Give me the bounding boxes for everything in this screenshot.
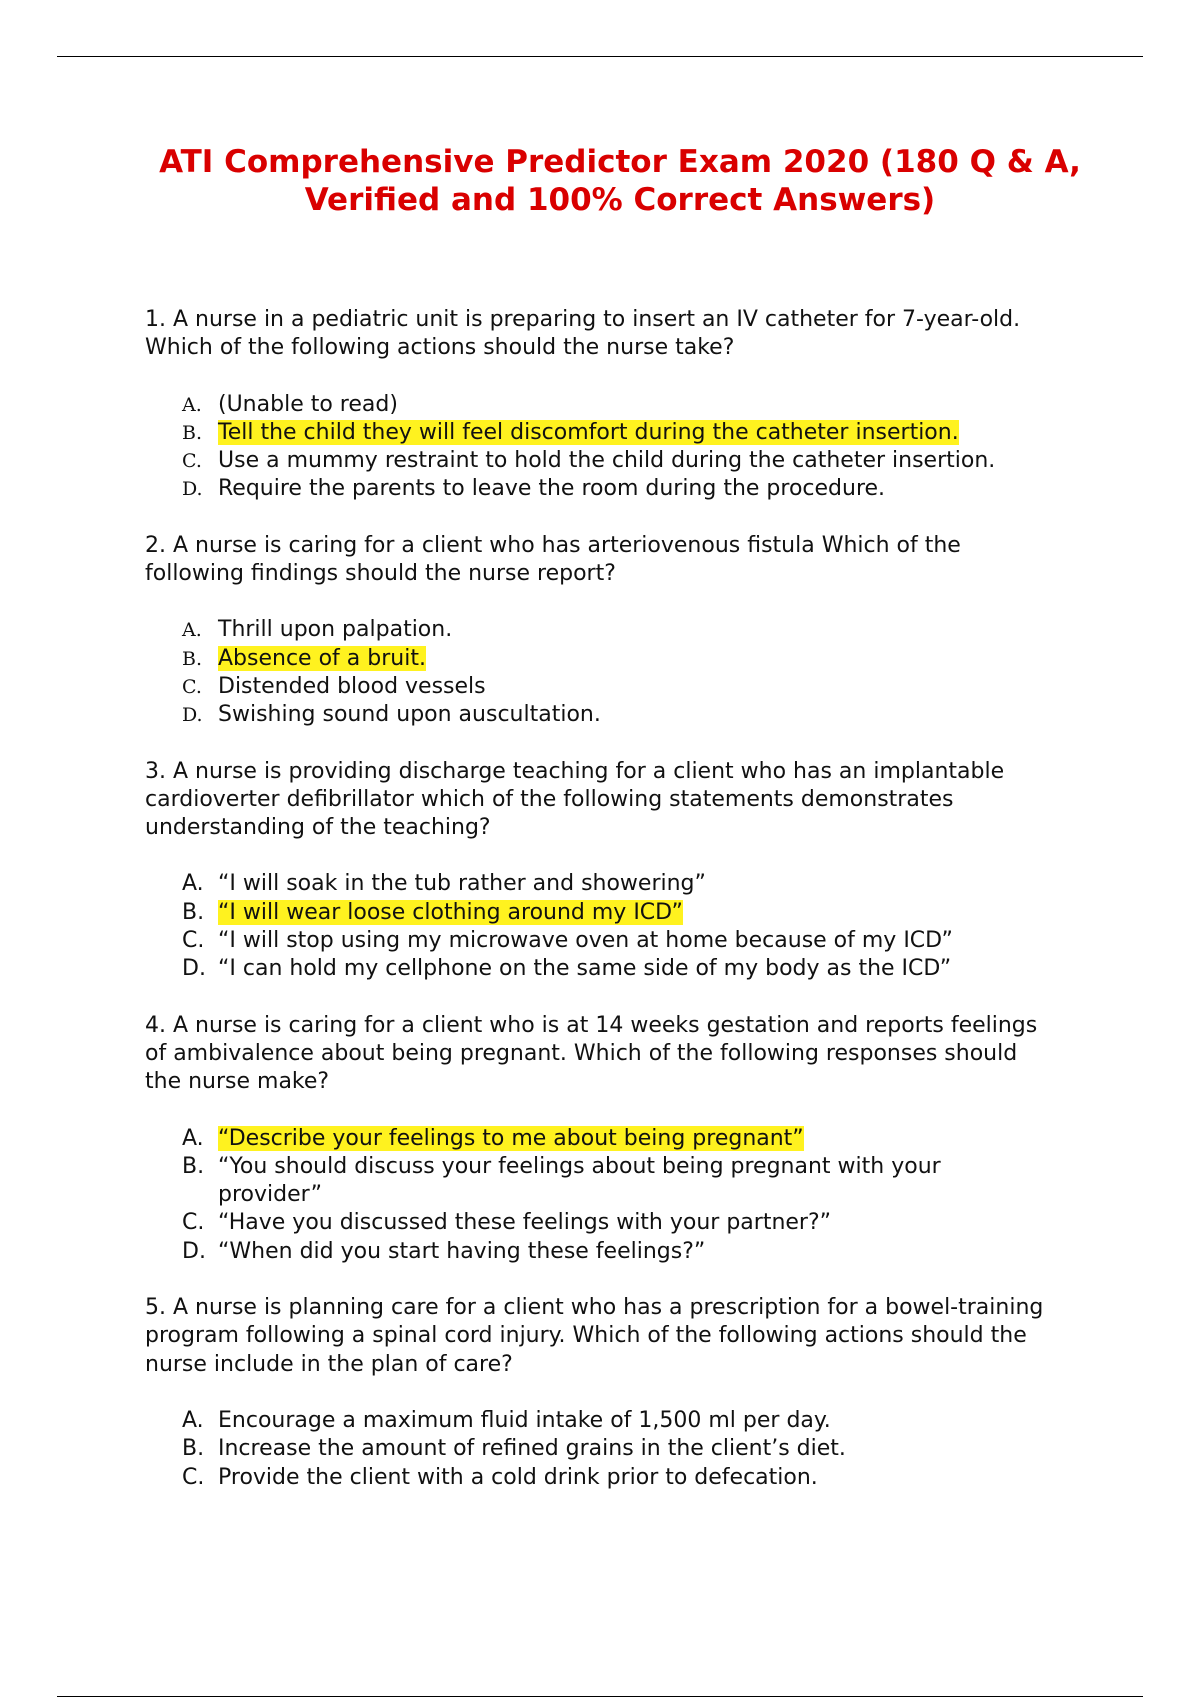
option-letter: D. [182,1238,206,1264]
option-d [145,701,1065,729]
option-c [145,1209,1065,1237]
option-b [145,1153,1065,1210]
option-text: “When did you start having these feelings?” [218,1238,706,1264]
option-letter: B. [182,1436,205,1462]
option-text: Use a mummy restraint to hold the child during the catheter insertion. [218,448,996,474]
option-letter: D. [182,704,203,727]
option-b [145,1435,1065,1463]
option-letter: B. [182,647,203,670]
option-letter: A. [182,393,202,416]
top-rule [57,56,1143,57]
option-letter: D. [182,478,203,501]
option-c [145,927,1065,955]
option-b-correct [145,645,1065,673]
option-list [145,1407,1065,1492]
option-letter: A. [182,1407,204,1433]
option-c [145,447,1065,475]
question-stem: 2. A nurse is caring for a client who has arteriovenous fistula Which of the following findings should the nurse report? [145,532,961,587]
question-stem: 3. A nurse is providing discharge teaching for a client who has an implantable cardioverter defibrillator which of the following statements demonstrates understanding of the teaching? [145,758,1005,841]
option-letter: A. [182,1125,204,1151]
option-text: Thrill upon palpation. [218,617,453,643]
question-1 [145,306,1065,504]
option-list [145,870,1065,983]
option-a [145,616,1065,644]
option-text: Require the parents to leave the room during the procedure. [218,476,886,502]
option-letter: B. [182,1153,205,1179]
option-text: “I can hold my cellphone on the same side of my body as the ICD” [218,956,952,982]
question-stem: 4. A nurse is caring for a client who is at 14 weeks gestation and reports feelings of ambivalence about being pregnant. Which of the following responses should the nurse make? [145,1012,1038,1095]
highlighted-answer: “I will wear loose clothing around my ICD” [218,899,683,925]
option-d [145,955,1065,983]
option-list [145,616,1065,729]
option-list [145,391,1065,504]
question-4 [145,1012,1065,1266]
option-b-correct [145,419,1065,447]
bottom-rule [57,1696,1143,1697]
question-5 [145,1294,1065,1492]
option-text: Increase the amount of refined grains in the client’s diet. [218,1436,846,1462]
option-text: Provide the client with a cold drink prior to defecation. [218,1464,818,1490]
option-b-correct [145,899,1065,927]
question-list [145,306,1065,1520]
option-a [145,870,1065,898]
highlighted-answer: “Describe your feelings to me about being pregnant” [218,1125,804,1151]
option-text: Distended blood vessels [218,673,486,699]
option-text: “Have you discussed these feelings with your partner?” [218,1210,832,1236]
option-a [145,1407,1065,1435]
option-letter: C. [182,928,205,954]
question-3 [145,758,1065,984]
option-letter: C. [182,675,202,698]
option-d [145,1238,1065,1266]
option-letter: B. [182,899,205,925]
option-c [145,673,1065,701]
question-2 [145,532,1065,730]
option-letter: C. [182,1210,205,1236]
option-a-correct [145,1125,1065,1153]
question-stem: 1. A nurse in a pediatric unit is preparing to insert an IV catheter for 7-year-old. Which of the following actions should the nurse take? [145,307,1021,361]
option-c [145,1464,1065,1492]
question-stem: 5. A nurse is planning care for a client who has a prescription for a bowel-training program following a spinal cord injury. Which of the following actions should the nurse include in the plan of care? [145,1295,1044,1377]
option-a [145,391,1065,419]
option-d [145,475,1065,503]
highlighted-answer: Tell the child they will feel discomfort during the catheter insertion. [218,419,959,445]
option-list [145,1125,1065,1266]
document-title: ATI Comprehensive Predictor Exam 2020 (180 Q & A, Verified and 100% Correct Answers) [159,144,1081,218]
option-text: “You should discuss your feelings about being pregnant with your provider” [218,1153,941,1208]
option-text: Encourage a maximum fluid intake of 1,500 ml per day. [218,1407,831,1433]
option-text: Swishing sound upon auscultation. [218,702,601,728]
option-text: (Unable to read) [218,391,398,417]
option-letter: B. [182,421,203,444]
option-letter: C. [182,1464,205,1490]
option-text: “I will stop using my microwave oven at home because of my ICD” [218,928,953,954]
option-letter: A. [182,871,204,897]
option-letter: C. [182,450,202,473]
option-text: “I will soak in the tub rather and showering” [218,871,706,897]
highlighted-answer: Absence of a bruit. [218,645,426,671]
option-letter: D. [182,956,206,982]
option-letter: A. [182,619,202,642]
